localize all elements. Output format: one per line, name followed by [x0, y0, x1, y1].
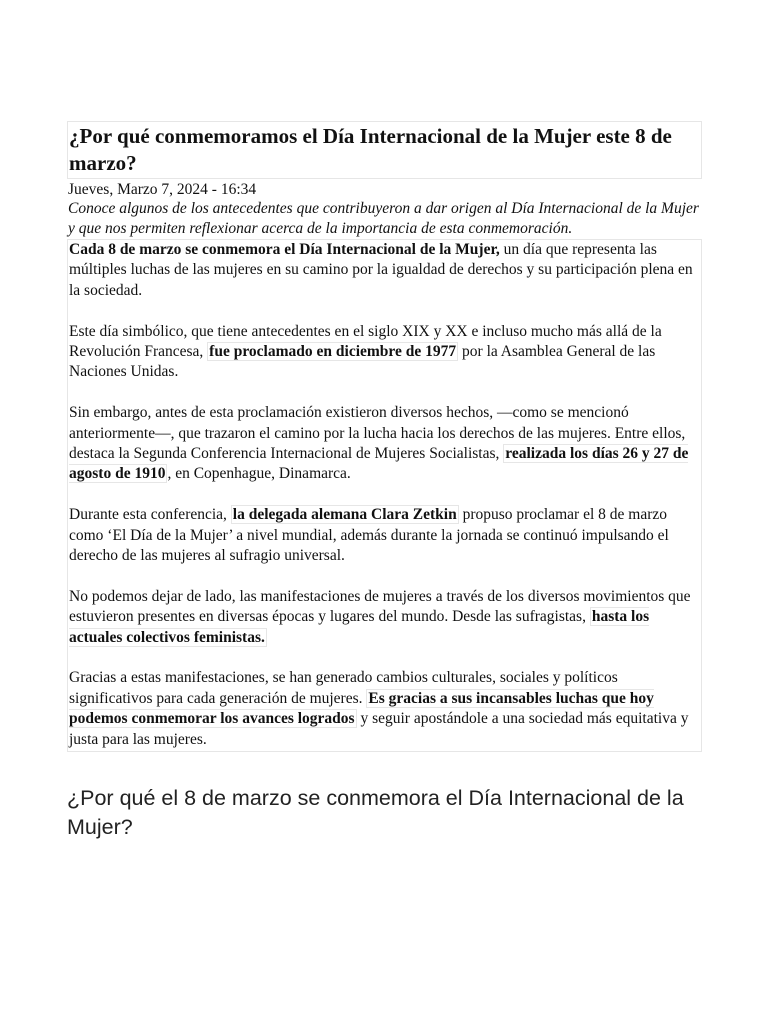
article-body [67, 239, 702, 752]
paragraph-6-text-after: y seguir apostándole a una sociedad más equitativa y justa para las mujeres. [69, 710, 689, 748]
paragraph-3-text-after: , en Copenhague, Dinamarca. [167, 465, 351, 483]
paragraph-4-text-after: propuso proclamar el 8 de marzo como ‘El Día de la Mujer’ a nivel mundial, además durante la jornada se continuó impulsando el derecho de las mujeres al sufragio universal. [69, 506, 669, 565]
paragraph-3-highlight: realizada los días 26 y 27 de agosto de 1910 [69, 445, 689, 483]
paragraph-2-highlight: fue proclamado en diciembre de 1977 [209, 343, 457, 361]
paragraph-6-highlight: Es gracias a sus incansables luchas que hoy podemos conmemorar los avances logrados [69, 689, 654, 728]
paragraph-5-text-before: No podemos dejar de lado, las manifestaciones de mujeres a través de los diversos movimientos que estuvieron presentes en diversas épocas y lugares del mundo. Desde las sufragistas, [69, 587, 691, 626]
paragraph-1-highlight: Cada 8 de marzo se conmemora el Día Internacional de la Mujer, [69, 241, 500, 258]
paragraph-2 [69, 322, 700, 383]
article-title [67, 121, 702, 179]
article [67, 121, 702, 842]
paragraph-3 [69, 403, 700, 485]
paragraph-4-text-before: Durante esta conferencia, [69, 506, 231, 524]
paragraph-1 [69, 240, 700, 301]
paragraph-2-text-after: por la Asamblea General de las Naciones Unidas. [69, 343, 656, 381]
paragraph-3-text-before: Sin embargo, antes de esta proclamación existieron diversos hechos, —como se mencionó anteriormente—, que trazaron el camino por la lucha hacia los derechos de las mujeres. Entre ellos, destaca la Segunda Conferencia Internacional de Mujeres Socialistas, [69, 404, 686, 463]
paragraph-4 [69, 505, 700, 566]
article-title-text: ¿Por qué conmemoramos el Día Internacional de la Mujer este 8 de marzo? [69, 124, 672, 175]
article-summary: Conoce algunos de los antecedentes que contribuyeron a dar origen al Día Internacional de la Mujer y que nos permiten reflexionar acerca de la importancia de esta conmemoración. [68, 200, 699, 237]
paragraph-2-text-before: Este día simbólico, que tiene antecedentes en el siglo XIX y XX e incluso mucho más allá de la Revolución Francesa, [69, 322, 662, 361]
paragraph-1-text: un día que representa las múltiples luchas de las mujeres en su camino por la igualdad de derechos y su participación plena en la sociedad. [69, 241, 693, 299]
paragraph-4-highlight: la delegada alemana Clara Zetkin [232, 506, 457, 524]
paragraph-5 [69, 587, 700, 648]
section-heading: ¿Por qué el 8 de marzo se conmemora el Día Internacional de la Mujer? [67, 786, 684, 840]
paragraph-5-highlight: hasta los actuales colectivos feministas. [69, 608, 650, 646]
paragraph-6 [69, 668, 700, 750]
paragraph-6-text-before: Gracias a estas manifestaciones, se han generado cambios culturales, sociales y políticos significativos para cada generación de mujeres. [69, 669, 618, 707]
article-date: Jueves, Marzo 7, 2024 - 16:34 [68, 181, 257, 198]
